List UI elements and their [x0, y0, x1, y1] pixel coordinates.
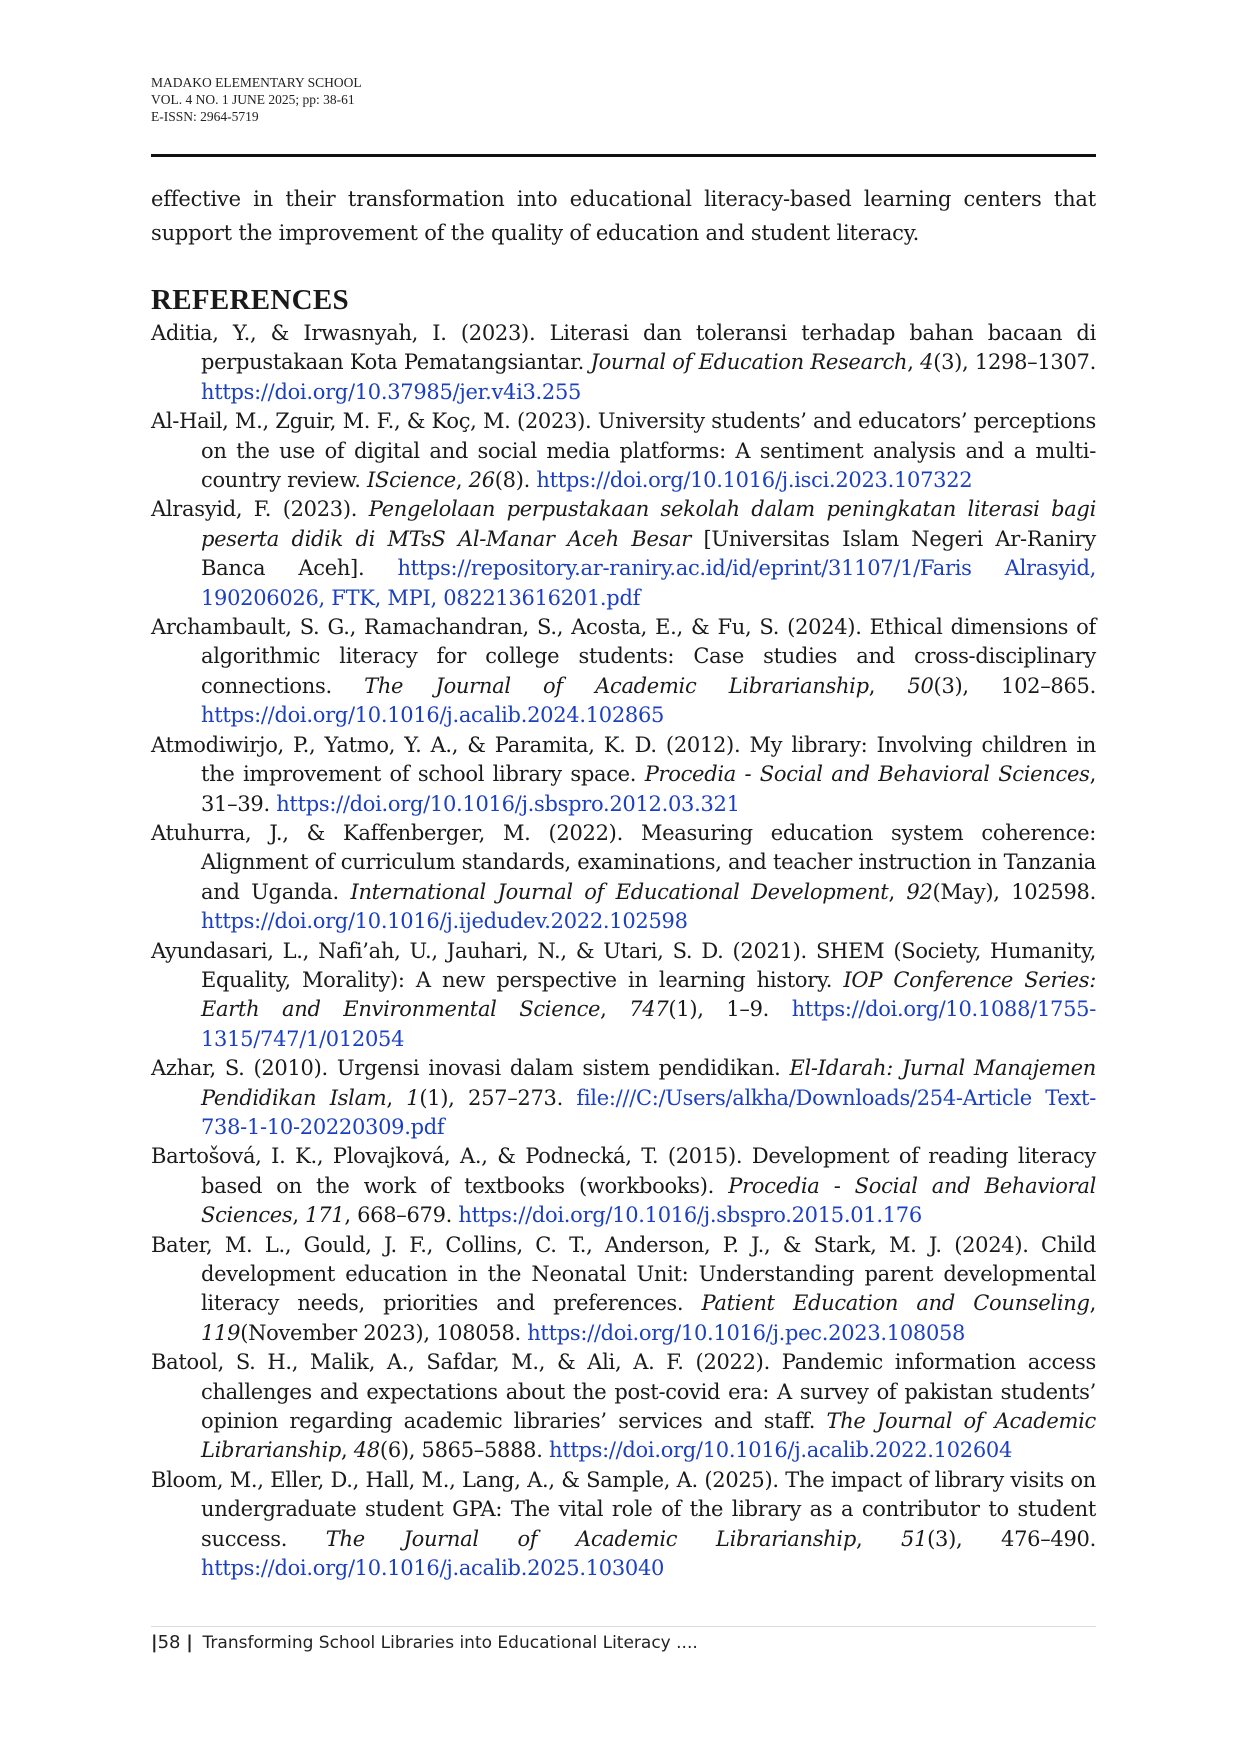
reference-link[interactable]: https://doi.org/10.1016/j.sbspro.2015.01.176: [458, 1203, 922, 1228]
reference-link[interactable]: https://doi.org/10.1016/j.ijedudev.2022.102598: [201, 909, 688, 934]
page-number: 58: [157, 1632, 181, 1653]
reference-citation: Batool, S. H., Malik, A., Safdar, M., & Ali, A. F. (2022). Pandemic information access challenges and expectations about the post-covid era: A survey of pakistan students’ opinion regarding academic libraries’ services and staff.: [151, 1350, 1096, 1434]
reference-link[interactable]: https://doi.org/10.37985/jer.v4i3.255: [201, 379, 582, 404]
reference-link[interactable]: https://doi.org/10.1016/j.sbspro.2012.03.321: [276, 791, 740, 816]
reference-pages: [Universitas Islam Negeri Ar-Raniry Banca Aceh].: [201, 526, 1096, 581]
page-body: [151, 182, 1096, 1583]
reference-entry: [151, 1054, 1096, 1142]
reference-volume: 4: [920, 350, 934, 375]
reference-volume: 92: [906, 879, 933, 904]
reference-separator: ,: [907, 350, 921, 375]
reference-entry: [151, 1142, 1096, 1230]
reference-list: [151, 319, 1096, 1583]
reference-citation: Bartošová, I. K., Plovajková, A., & Podnecká, T. (2015). Development of reading literacy based on the work of textbooks (workbooks).: [151, 1144, 1096, 1198]
reference-separator: ,: [868, 673, 908, 698]
reference-volume: 171: [305, 1203, 345, 1228]
reference-entry: [151, 937, 1096, 1055]
footer-divider: [151, 1626, 1096, 1627]
reference-volume: 50: [907, 673, 934, 698]
reference-entry: [151, 1466, 1096, 1584]
journal-volume: VOL. 4 NO. 1 JUNE 2025; pp: 38-61: [151, 92, 355, 107]
reference-citation: Bater, M. L., Gould, J. F., Collins, C. T., Anderson, P. J., & Stark, M. J. (2024). Child development education in the Neonatal Unit: Understanding parent developmental literacy needs, priorities and preferences.: [151, 1232, 1096, 1316]
reference-link[interactable]: https://doi.org/10.1016/j.acalib.2025.103040: [201, 1556, 665, 1581]
reference-citation: Archambault, S. G., Ramachandran, S., Acosta, E., & Fu, S. (2024). Ethical dimensions of algorithmic literacy for college students: Case studies and cross-disciplinary connections.: [151, 615, 1096, 698]
reference-volume: 747: [629, 997, 669, 1022]
reference-link[interactable]: https://doi.org/10.1016/j.pec.2023.108058: [527, 1320, 966, 1345]
reference-entry: [151, 1231, 1096, 1349]
reference-pages: (1), 257–273.: [419, 1085, 577, 1110]
reference-citation: Al-Hail, M., Zguir, M. F., & Koç, M. (2023). University students’ and educators’ perceptions on the use of digital and social media platforms: A sentiment analysis and a multi-country review.: [151, 409, 1096, 493]
reference-pages: (3), 476–490.: [927, 1526, 1096, 1551]
reference-citation: Ayundasari, L., Nafi’ah, U., Jauhari, N., & Utari, S. D. (2021). SHEM (Society, Humanity, Equality, Morality): A new perspective in learning history.: [151, 938, 1096, 992]
reference-volume: 48: [353, 1438, 380, 1463]
header-divider: [151, 154, 1096, 157]
reference-pages: (8).: [494, 468, 537, 493]
reference-entry: [151, 731, 1096, 819]
reference-link[interactable]: https://doi.org/10.1016/j.isci.2023.107322: [536, 468, 973, 493]
reference-citation: Aditia, Y., & Irwasnyah, I. (2023). Literasi dan toleransi terhadap bahan bacaan di perpustakaan Kota Pematangsiantar.: [151, 321, 1096, 375]
reference-source-title: Pengelolaan perpustakaan sekolah dalam peningkatan literasi bagi peserta didik di MTsS Al-Manar Aceh Besar: [201, 497, 1096, 551]
reference-link[interactable]: https://doi.org/10.1016/j.acalib.2022.102604: [548, 1438, 1013, 1463]
reference-citation: Alrasyid, F. (2023).: [151, 497, 369, 522]
reference-source-title: The Journal of Academic Librarianship: [364, 673, 869, 698]
reference-entry: [151, 819, 1096, 937]
reference-citation: Atuhurra, J., & Kaffenberger, M. (2022). Measuring education system coherence: Alignment of curriculum standards, examinations, and teacher instruction in Tanzania and Uganda.: [151, 820, 1096, 904]
reference-volume: 119: [201, 1320, 241, 1345]
journal-name: MADAKO ELEMENTARY SCHOOL: [151, 75, 362, 90]
running-title: Transforming School Libraries into Educational Literacy ....: [202, 1633, 698, 1653]
reference-source-title: International Journal of Educational Development: [350, 879, 889, 904]
journal-issn: E-ISSN: 2964-5719: [151, 109, 259, 124]
reference-separator: ,: [600, 997, 630, 1022]
reference-link[interactable]: file:///C:/Users/alkha/Downloads/254-Article Text-738-1-10-20220309.pdf: [201, 1085, 1096, 1139]
reference-source-title: IScience: [366, 468, 456, 493]
reference-separator: ,: [386, 1085, 407, 1110]
reference-citation: Azhar, S. (2010). Urgensi inovasi dalam sistem pendidikan.: [151, 1056, 790, 1081]
reference-entry: [151, 319, 1096, 407]
reference-volume: 51: [901, 1526, 928, 1551]
reference-source-title: IOP Conference Series: Earth and Environmental Science: [201, 967, 1097, 1022]
reference-separator: ,: [341, 1438, 354, 1463]
reference-source-title: Procedia - Social and Behavioral Sciences: [201, 1173, 1096, 1228]
reference-entry: [151, 495, 1096, 613]
reference-citation: Atmodiwirjo, P., Yatmo, Y. A., & Paramita, K. D. (2012). My library: Involving children in the improvement of school library space.: [151, 732, 1096, 787]
reference-source-title: The Journal of Academic Librarianship: [325, 1526, 856, 1551]
reference-pages: , 668–679.: [344, 1203, 459, 1228]
reference-link[interactable]: https://doi.org/10.1016/j.acalib.2024.102865: [201, 703, 665, 728]
reference-pages: 31–39.: [201, 791, 277, 816]
reference-separator: ,: [855, 1526, 902, 1551]
reference-entry: [151, 407, 1096, 495]
reference-separator: [691, 527, 704, 551]
journal-header: [151, 74, 362, 125]
reference-pages: (6), 5865–5888.: [379, 1438, 549, 1463]
reference-link[interactable]: https://doi.org/10.1088/1755-1315/747/1/012054: [201, 997, 1096, 1051]
reference-pages: (1), 1–9.: [668, 997, 792, 1022]
reference-volume: 26: [468, 468, 495, 493]
reference-entry: [151, 613, 1096, 731]
reference-source-title: El-Idarah: Jurnal Manajemen Pendidikan Islam: [201, 1056, 1096, 1110]
reference-source-title: Procedia - Social and Behavioral Sciences: [644, 762, 1090, 787]
reference-separator: ,: [455, 468, 469, 493]
page-footer: |58 | Transforming School Libraries into Educational Literacy ....: [151, 1632, 698, 1653]
reference-volume: 1: [406, 1085, 420, 1110]
reference-pages: (May), 102598.: [932, 879, 1096, 904]
reference-source-title: Journal of Education Research: [590, 350, 908, 375]
reference-entry: [151, 1348, 1096, 1466]
reference-citation: Bloom, M., Eller, D., Hall, M., Lang, A., & Sample, A. (2025). The impact of library visits on undergraduate student GPA: The vital role of the library as a contributor to student success.: [151, 1467, 1096, 1551]
reference-link[interactable]: https://repository.ar-raniry.ac.id/id/eprint/31107/1/Faris Alrasyid, 190206026, FTK, MPI, 082213616201.pdf: [201, 556, 1096, 610]
reference-separator: ,: [1089, 1291, 1096, 1316]
intro-paragraph: effective in their transformation into educational literacy-based learning centers that support the improvement of the quality of education and student literacy.: [151, 187, 1096, 245]
reference-pages: (3), 102–865.: [933, 673, 1096, 698]
reference-separator: ,: [1089, 762, 1096, 787]
references-heading: REFERENCES: [151, 284, 349, 316]
reference-pages: (November 2023), 108058.: [240, 1320, 528, 1345]
reference-pages: (3), 1298–1307.: [933, 350, 1096, 375]
reference-separator: ,: [888, 879, 907, 904]
reference-source-title: Patient Education and Counseling: [701, 1291, 1090, 1316]
reference-separator: ,: [292, 1203, 306, 1228]
reference-source-title: The Journal of Academic Librarianship: [201, 1409, 1096, 1463]
